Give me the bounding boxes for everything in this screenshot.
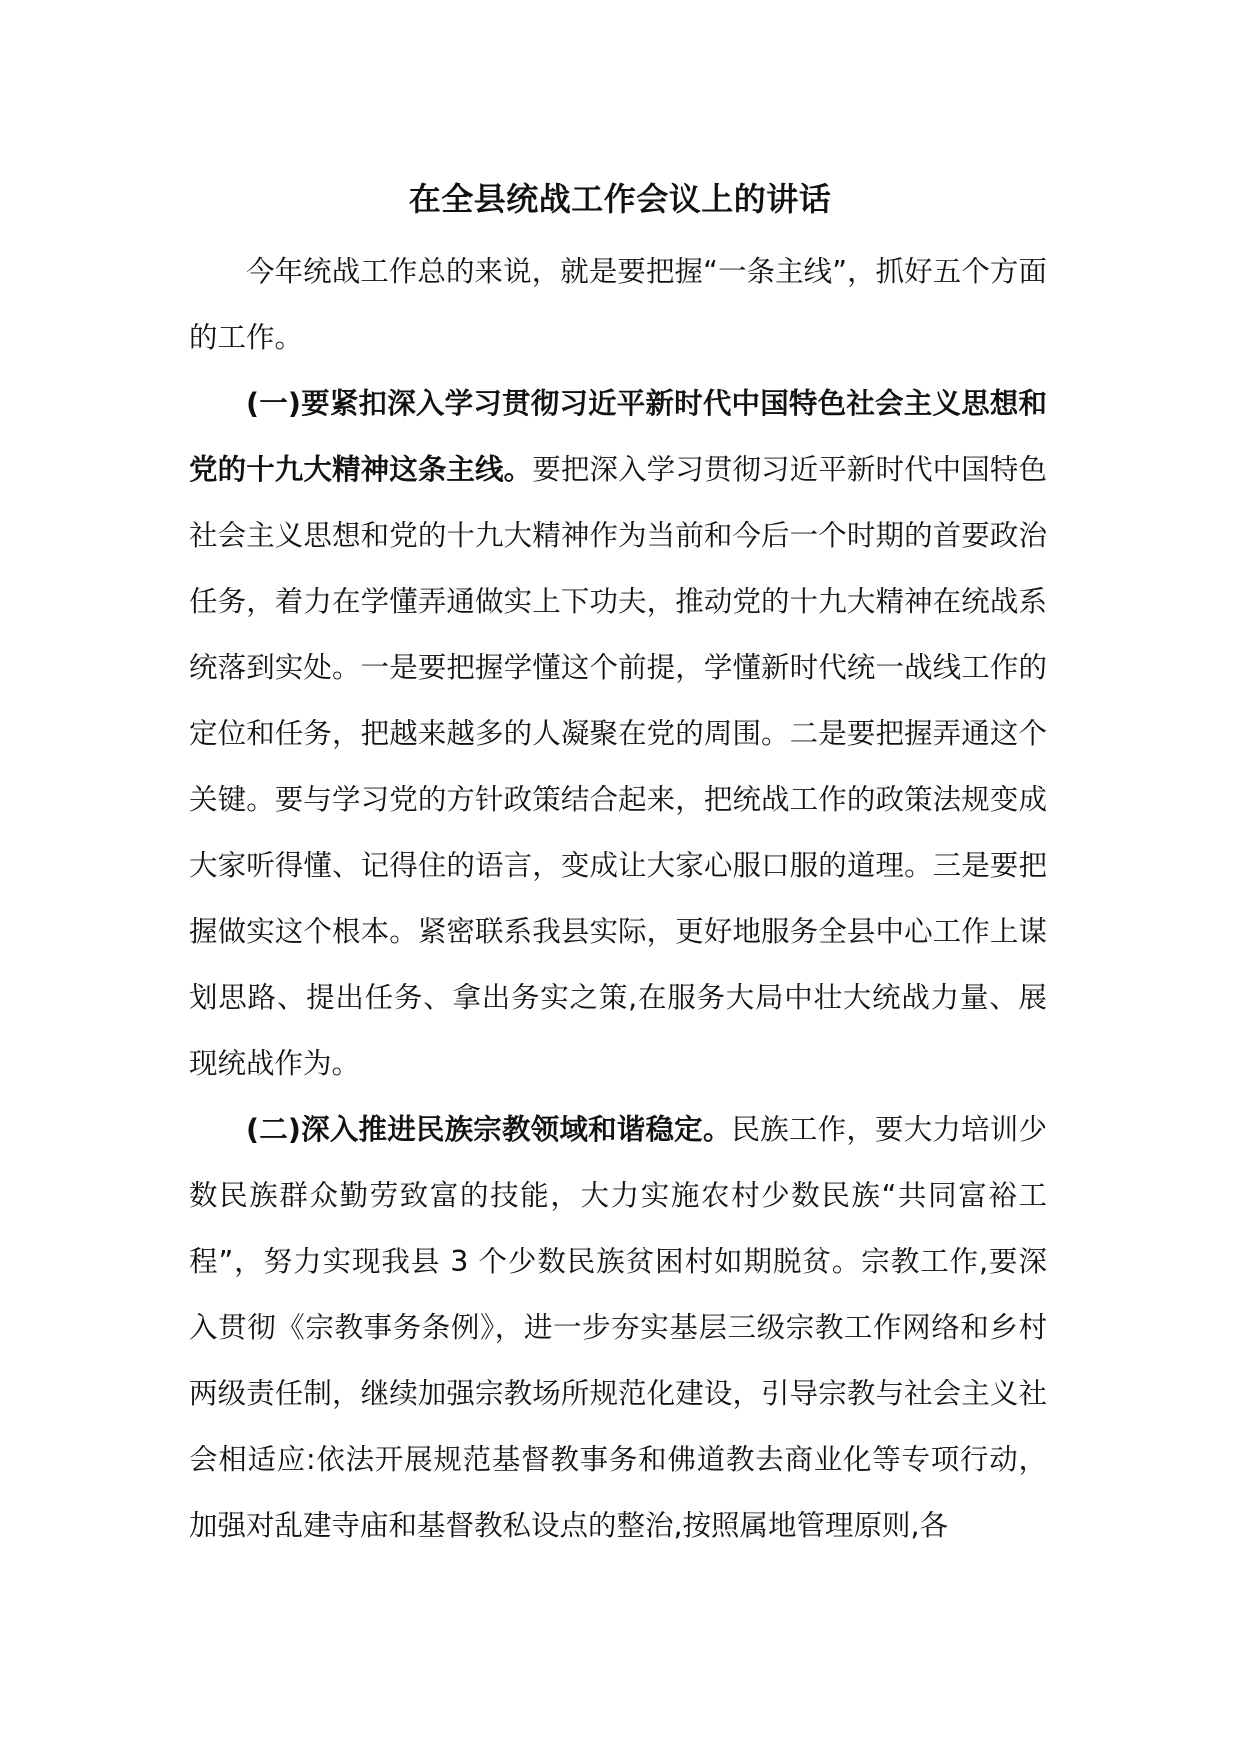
document-title: 在全县统战工作会议上的讲话	[408, 180, 832, 218]
section-1-text: 要把深入学习贯彻习近平新时代中国特色社会主义思想和党的十九大精神作为当前和今后一个时期的首要政治任务，着力在学懂弄通做实上下功夫，推动党的十九大精神在统战系统落到实处。一是要把握学懂这个前提，学懂新时代统一战线工作的定位和任务，把越来越多的人凝聚在党的周围。二是要把握弄通这个关键。要与学习党的方针政策结合起来，把统战工作的政策法规变成大家听得懂、记得住的语言，变成让大家心服口服的道理。三是要把握做实这个根本。紧密联系我县实际，更好地服务全县中心工作上谋划思路、提出任务、拿出务实之策,在服务大局中壮大统战力量、展现统战作为。	[189, 453, 1047, 1080]
paragraph-intro-text: 今年统战工作总的来说，就是要把握“一条主线”，抓好五个方面的工作。	[189, 255, 1047, 354]
document-body	[189, 239, 1047, 1559]
paragraph-section-1	[189, 371, 1047, 1097]
paragraph-intro	[189, 239, 1047, 371]
section-1-heading: (一)要紧扣深入学习贯彻习近平新时代中国特色社会主义思想和党的十九大精神这条主线。	[189, 387, 1047, 486]
section-2-text: 民族工作，要大力培训少数民族群众勤劳致富的技能，大力实施农村少数民族“共同富裕工程”，努力实现我县 3 个少数民族贫困村如期脱贫。宗教工作,要深入贯彻《宗教事务条例》，进一步夯实基层三级宗教工作网络和乡村两级责任制，继续加强宗教场所规范化建设，引导宗教与社会主义社会相适应:依法开展规范基督教事务和佛道教去商业化等专项行动，加强对乱建寺庙和基督教私设点的整治,按照属地管理原则,各	[189, 1113, 1047, 1542]
section-2-heading: (二)深入推进民族宗教领域和谐稳定。	[246, 1113, 732, 1146]
paragraph-section-2	[189, 1097, 1047, 1559]
